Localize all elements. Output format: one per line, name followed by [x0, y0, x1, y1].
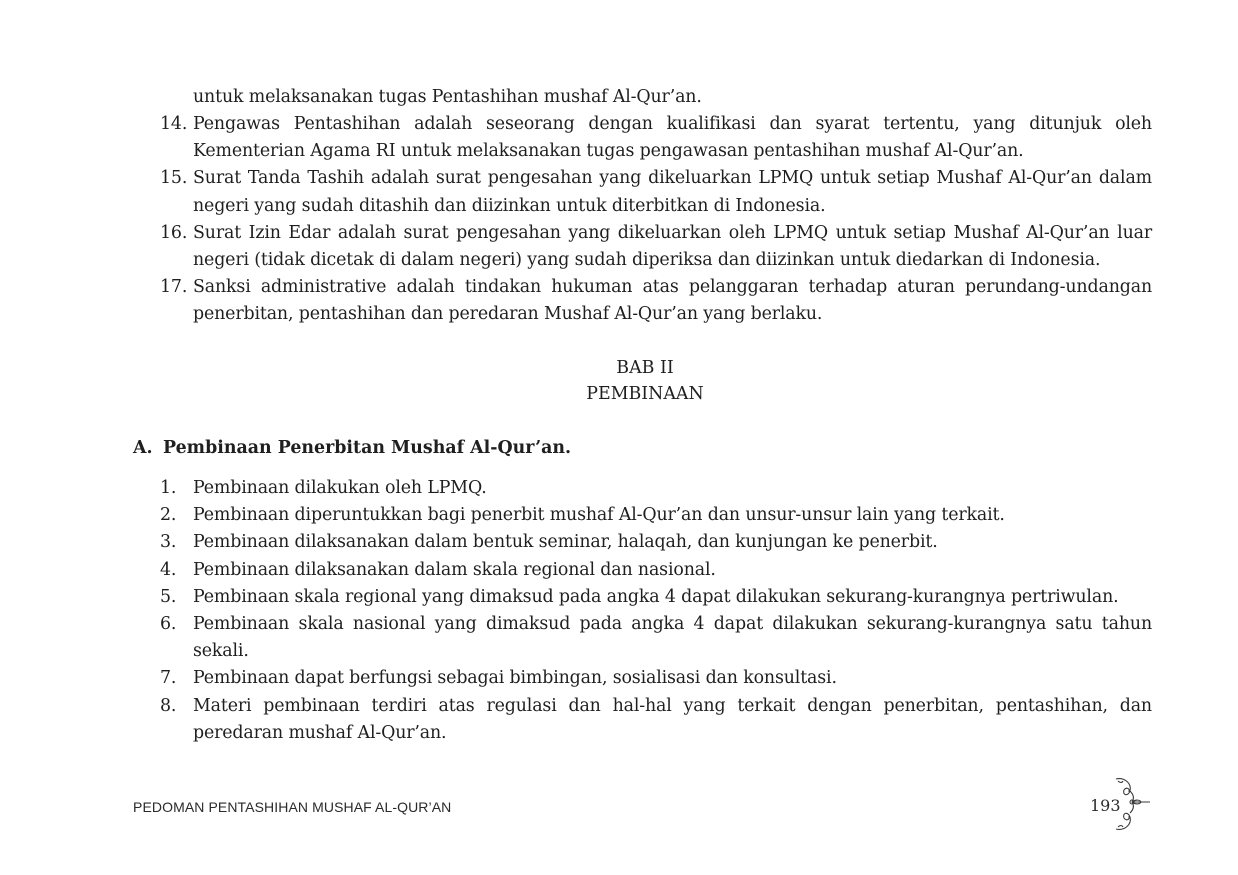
list-item-text: Pembinaan dilaksanakan dalam bentuk seminar, halaqah, dan kunjungan ke penerbit.: [193, 532, 938, 553]
list-item-number: 4.: [160, 559, 177, 580]
list-item-text: Materi pembinaan terdiri atas regulasi dan hal-hal yang terkait dengan penerbitan, pentashihan, dan peredaran mushaf Al-Qur’an.: [193, 695, 1152, 743]
list-item: [160, 475, 1152, 502]
list-item-text: Pembinaan dilaksanakan dalam skala regional dan nasional.: [193, 559, 716, 580]
list-item: [160, 274, 1152, 328]
list-item: [160, 557, 1152, 584]
definitions-list: [160, 111, 1152, 329]
list-item-text: Pembinaan skala regional yang dimaksud pada angka 4 dapat dilakukan sekurang-kurangnya pertriwulan.: [193, 586, 1119, 607]
footer-book-title: PEDOMAN PENTASHIHAN MUSHAF AL-QUR’AN: [133, 799, 452, 815]
list-item: [160, 665, 1152, 692]
page-number: 193: [1090, 796, 1121, 815]
pembinaan-list-container: [160, 475, 1152, 747]
list-item-text: Pembinaan dapat berfungsi sebagai bimbingan, sosialisasi dan konsultasi.: [193, 668, 837, 689]
list-item: [160, 111, 1152, 165]
list-item-number: 15.: [160, 168, 188, 189]
list-item-text: Pengawas Pentashihan adalah seseorang dengan kualifikasi dan syarat tertentu, yang ditunjuk oleh Kementerian Agama RI untuk melaksanakan tugas pengawasan pentashihan mushaf Al-Qur’an.: [193, 114, 1152, 162]
list-item-number: 6.: [160, 614, 177, 635]
list-item-text: Pembinaan diperuntukkan bagi penerbit mushaf Al-Qur’an dan unsur-unsur lain yang terkait.: [193, 505, 1005, 526]
list-item-number: 3.: [160, 532, 177, 553]
list-item-number: 8.: [160, 695, 177, 716]
section-heading: [133, 435, 571, 462]
section-title: Pembinaan Penerbitan Mushaf Al-Qur’an.: [163, 438, 572, 458]
section-label: A.: [133, 438, 153, 458]
list-item-number: 14.: [160, 114, 188, 134]
list-item-number: 7.: [160, 668, 177, 689]
list-item-number: 17.: [160, 277, 188, 298]
floral-ornament-icon: [1110, 775, 1154, 833]
list-item-text: Pembinaan dilakukan oleh LPMQ.: [193, 478, 487, 498]
list-item-text: Surat Izin Edar adalah surat pengesahan yang dikeluarkan oleh LPMQ untuk setiap Mushaf Al-Qur’an luar negeri (tidak dicetak di dalam negeri) yang sudah diperiksa dan diizinkan untuk diedarkan di Indonesia.: [193, 222, 1152, 271]
list-item: [160, 611, 1152, 665]
list-item-number: 1.: [160, 478, 177, 498]
definitions-list-container: [160, 111, 1152, 329]
list-item: [160, 220, 1152, 274]
list-item: [160, 693, 1152, 747]
list-item-text: Sanksi administrative adalah tindakan hukuman atas pelanggaran terhadap aturan perundang-undangan penerbitan, pentashihan dan peredaran Mushaf Al-Qur’an yang berlaku.: [193, 277, 1152, 325]
chapter-number: BAB II: [616, 358, 674, 378]
list-item-text: Surat Tanda Tashih adalah surat pengesahan yang dikeluarkan LPMQ untuk setiap Mushaf Al-Qur’an dalam negeri yang sudah ditashih dan diizinkan untuk diterbitkan di Indonesia.: [193, 168, 1152, 216]
list-item: [160, 584, 1152, 611]
list-item-number: 5.: [160, 586, 177, 607]
list-item: [160, 165, 1152, 219]
list-item-text: Pembinaan skala nasional yang dimaksud pada angka 4 dapat dilakukan sekurang-kurangnya satu tahun sekali.: [193, 614, 1152, 662]
list-item: [160, 502, 1152, 529]
continuation-line: untuk melaksanakan tugas Pentashihan mushaf Al-Qur’an.: [193, 87, 702, 107]
list-item-number: 16.: [160, 222, 188, 243]
pembinaan-list: [160, 475, 1152, 747]
chapter-title: PEMBINAAN: [586, 384, 704, 404]
list-item: [160, 529, 1152, 556]
list-item-number: 2.: [160, 505, 177, 526]
